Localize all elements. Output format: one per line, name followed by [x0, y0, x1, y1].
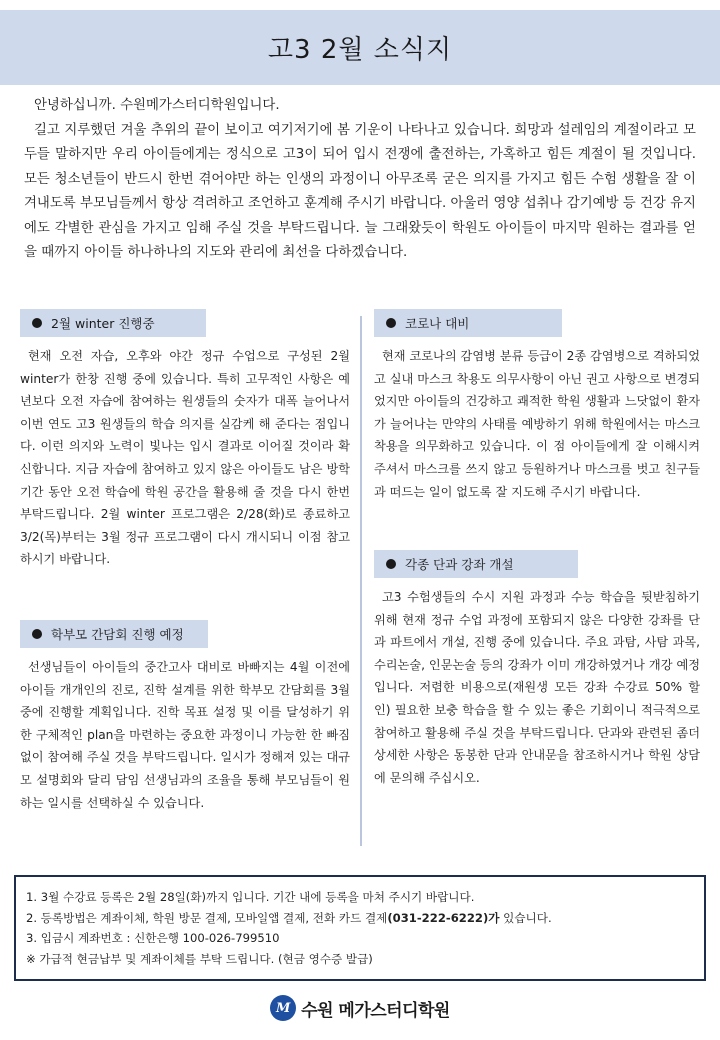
- bullet-icon: [386, 318, 396, 328]
- section-body: [20, 656, 350, 814]
- title-banner: [0, 10, 720, 85]
- bullet-icon: [32, 629, 42, 639]
- section-corona: [374, 309, 700, 503]
- intro-body: 길고 지루했던 겨울 추위의 끝이 보이고 여기저기에 봄 기운이 나타나고 있습니다. 희망과 설레임의 계절이라고 모두들 말하지만 우리 아이들에게는 정식으로 고3이 되어 입시 전쟁에 출전하는, 가혹하고 힘든 계절이 될 것입니다. 모든 청소년들이 반드시 한번 겪어야만 하는 인생의 과정이니 아무조록 굳은 의지를 가지고 힘든 수험 생활을 잘 이겨내도록 부모님들께서 항상 격려하고 조언하고 훈계해 주시기 바랍니다. 아울러 영양 섭취나 감기예방 등 건강 유지에도 각별한 관심을 가지고 임해 주실 것을 부탁드립니다. 늘 그래왔듯이 학원도 아이들이 마지막 원하는 결과를 얻을 때까지 아이들 하나하나의 지도와 관리에 최선을 다하겠습니다.: [24, 122, 696, 260]
- logo-icon: M: [270, 995, 296, 1021]
- bullet-icon: [32, 318, 42, 328]
- section-heading-label: 학부모 간담회 진행 예정: [51, 627, 184, 642]
- bullet-icon: [386, 559, 396, 569]
- column-divider: [360, 316, 362, 846]
- intro-section: [24, 94, 696, 266]
- notice-line-3: 3. 입금시 계좌번호 : 신한은행 100-026-799510: [26, 931, 280, 945]
- section-heading: [20, 620, 208, 648]
- notice-line-4: ※ 가급적 현금납부 및 계좌이체를 부탁 드립니다. (현금 영수증 발급): [26, 951, 373, 966]
- notice-box: [14, 875, 706, 981]
- section-body: [374, 345, 700, 503]
- section-heading-label: 코로나 대비: [405, 316, 470, 331]
- section-text: 선생님들이 아이들의 중간고사 대비로 바빠지는 4월 이전에 아이들 개개인의 진로, 진학 설계를 위한 학부모 간담회를 3월 중에 진행할 계획입니다. 진학 목표 설정 및 이를 달성하기 위한 구체적인 plan을 마련하는 중요한 과정이니 가능한 한 빠짐없이 참여해 주실 것을 부탁드립니다. 일시가 정해져 있는 대규모 설명회와 달리 담임 선생님과의 조율을 통해 부모님들이 원하는 일시를 선택하실 수 있습니다.: [20, 660, 350, 810]
- notice-line-1: 1. 3월 수강료 등록은 2월 28일(화)까지 입니다. 기간 내에 등록을 마쳐 주시기 바랍니다.: [26, 890, 475, 904]
- logo-text: 수원 메가스터디학원: [301, 1000, 450, 1021]
- notice-line-2-text: 2. 등록방법은 계좌이체, 학원 방문 결제, 모바일앱 결제, 전화 카드 결제: [26, 910, 388, 925]
- page-title: 고3 2월 소식지: [267, 35, 453, 65]
- section-lectures: [374, 550, 700, 789]
- section-winter: [20, 309, 350, 571]
- phone-number: (031-222-6222)가: [387, 910, 500, 925]
- section-text: 고3 수험생들의 수시 지원 과정과 수능 학습을 뒷받침하기 위해 현재 정규 수업 과정에 포함되지 않은 다양한 강좌를 단과 파트에서 개설, 진행 중에 있습니다. 주요 과탐, 사탐 과목, 수리논술, 인문논술 등의 강좌가 이미 개강하였거나 개강 예정입니다. 저렴한 비용으로(재원생 모든 강좌 수강료 50% 할인) 필요한 보충 학습을 할 수 있는 좋은 기회이니 적극적으로 참여하고 활용해 주실 것을 부탁드립니다. 단과와 관련된 좀더 상세한 사항은 동봉한 단과 안내문을 참조하시거나 학원 상담에 문의해 주십시오.: [374, 590, 700, 785]
- notice-line-2: [26, 908, 694, 929]
- section-heading: [20, 309, 206, 337]
- intro-greeting: 안녕하십니까. 수원메가스터디학원입니다.: [34, 98, 280, 113]
- section-body: [20, 345, 350, 571]
- section-heading: [374, 550, 578, 578]
- section-heading: [374, 309, 562, 337]
- section-text: 현재 코로나의 감염병 분류 등급이 2종 감염병으로 격하되었고 실내 마스크 착용도 의무사항이 아닌 권고 사항으로 변경되었지만 아이들의 건강하고 쾌적한 학원 생활과 느닷없이 환자가 늘어나는 만약의 사태를 예방하기 위해 학원에서는 마스크 착용을 의무화하고 있습니다. 이 점 아이들에게 잘 이해시켜 주셔서 마스크를 쓰지 않고 등원하거나 마스크를 벗고 친구들과 떠드는 일이 없도록 잘 지도해 주시기 바랍니다.: [374, 349, 700, 499]
- notice-line-2-suffix: 있습니다.: [499, 910, 552, 925]
- section-heading-label: 2월 winter 진행중: [51, 316, 155, 331]
- section-body: [374, 586, 700, 789]
- section-parents-meeting: [20, 620, 350, 814]
- footer-logo: [0, 992, 720, 1024]
- section-heading-label: 각종 단과 강좌 개설: [405, 557, 514, 572]
- section-text: 현재 오전 자습, 오후와 야간 정규 수업으로 구성된 2월 winter가 한창 진행 중에 있습니다. 특히 고무적인 사항은 예년보다 오전 자습에 참여하는 원생들의 숫자가 대폭 늘어나서 이번 연도 고3 원생들의 학습 의지를 실감케 해 준다는 점입니다. 이런 의지와 노력이 빛나는 입시 결과로 이어질 것이라 확신합니다. 지금 자습에 참여하고 있지 않은 아이들도 남은 방학 기간 동안 오전 학습에 학원 공간을 활용해 줄 것을 다시 한번 부탁드립니다. 2월 winter 프로그램은 2/28(화)로 종료하고 3/2(목)부터는 3월 정규 프로그램이 다시 개시되니 이점 참고하시기 바랍니다.: [20, 349, 350, 567]
